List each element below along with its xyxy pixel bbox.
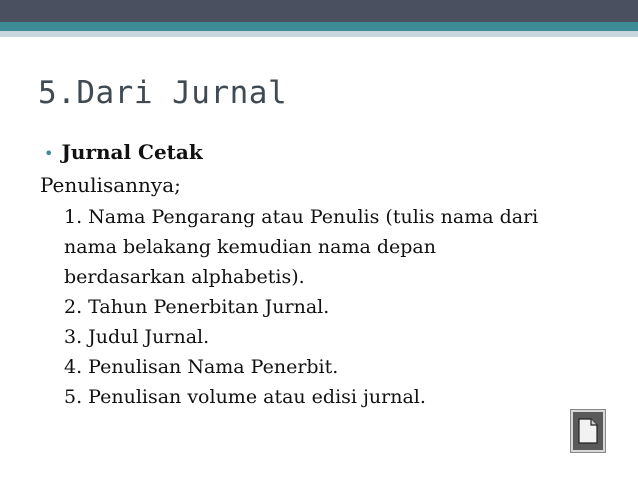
document-icon [578, 418, 598, 444]
list-item: 4. Penulisan Nama Penerbit. [64, 356, 339, 378]
list-item: 1. Nama Pengarang atau Penulis (tulis nama dari [64, 206, 539, 228]
list-item: 3. Judul Jurnal. [64, 326, 210, 348]
document-button[interactable] [571, 410, 605, 452]
bullet-dot-icon: • [44, 144, 54, 163]
slide-title: 5.Dari Jurnal [38, 75, 288, 111]
list-item: berdasarkan alphabetis). [64, 266, 305, 288]
bullet-heading [44, 140, 203, 164]
content-list [64, 202, 624, 412]
header-band-dark [0, 0, 638, 22]
header-band-light [0, 31, 638, 37]
header-band-teal [0, 22, 638, 31]
bullet-heading-text: Jurnal Cetak [61, 140, 203, 164]
list-item: 5. Penulisan volume atau edisi jurnal. [64, 386, 426, 408]
intro-text: Penulisannya; [40, 173, 181, 197]
list-item: 2. Tahun Penerbitan Jurnal. [64, 296, 330, 318]
list-item: nama belakang kemudian nama depan [64, 236, 436, 258]
